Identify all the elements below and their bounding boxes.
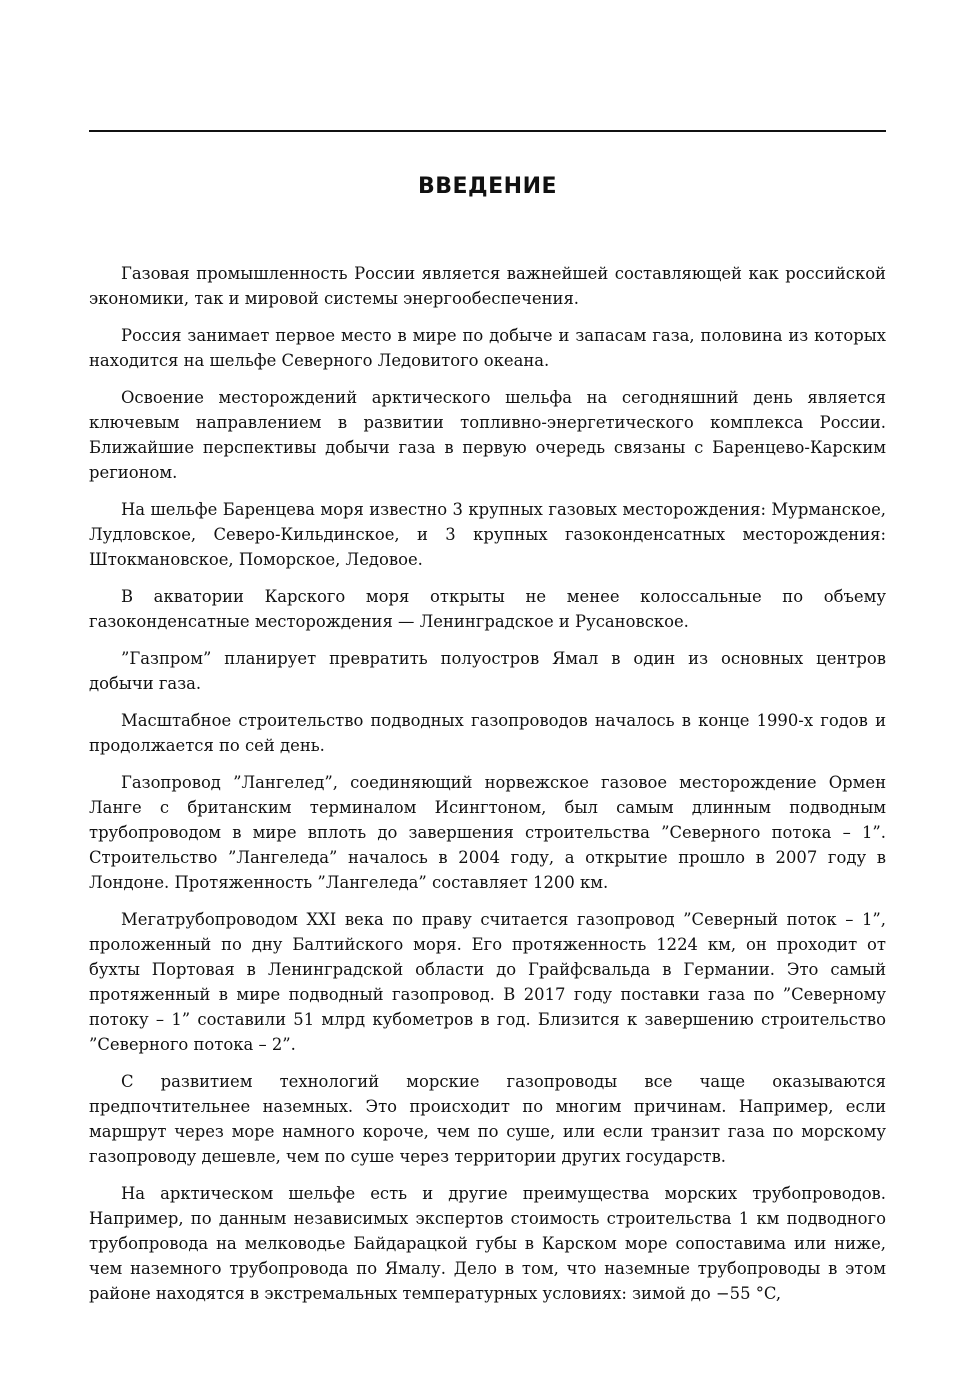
chapter-title: ВВЕДЕНИЕ (417, 174, 558, 199)
body-text (89, 261, 886, 1318)
paragraph: В акватории Карского моря открыты не менее колоссальные по объему газоконденсатные месторождения — Ленинградское и Русановское. (89, 587, 886, 631)
paragraph: Масштабное строительство подводных газопроводов началось в конце 1990-х годов и продолжается по сей день. (89, 711, 886, 755)
header-rule (89, 130, 886, 132)
paragraph: Газопровод ”Лангелед”, соединяющий норвежское газовое месторождение Ормен Ланге с британским терминалом Исингтоном, был самым длинным подводным трубопроводом в мире вплоть до завершения строительства ”Северного потока – 1”. Строительство ”Лангеледа” началось в 2004 году, а открытие прошло в 2007 году в Лондоне. Протяженность ”Лангеледа” составляет 1200 км. (89, 773, 886, 892)
paragraph: ”Газпром” планирует превратить полуостров Ямал в один из основных центров добычи газа. (89, 649, 886, 693)
paragraph: На шельфе Баренцева моря известно 3 крупных газовых месторождения: Мурманское, Лудловское, Северо-Кильдинское, и 3 крупных газоконденсатных месторождения: Штокмановское, Поморское, Ледовое. (89, 500, 886, 569)
paragraph: На арктическом шельфе есть и другие преимущества морских трубопроводов. Например, по данным независимых экспертов стоимость строительства 1 км подводного трубопровода на мелководье Байдарацкой губы в Карском море сопоставима или ниже, чем наземного трубопровода по Ямалу. Дело в том, что наземные трубопроводы в этом районе находятся в экстремальных температурных условиях: зимой до −55 °C, (89, 1184, 886, 1303)
paragraph: Россия занимает первое место в мире по добыче и запасам газа, половина из которых находится на шельфе Северного Ледовитого океана. (89, 326, 886, 370)
paragraph: Газовая промышленность России является важнейшей составляющей как российской экономики, так и мировой системы энергообеспечения. (89, 264, 886, 308)
paragraph: Мегатрубопроводом XXI века по праву считается газопровод ”Северный поток – 1”, проложенный по дну Балтийского моря. Его протяженность 1224 км, он проходит от бухты Портовая в Ленинградской области до Грайфсвальда в Германии. Это самый протяженный в мире подводный газопровод. В 2017 году поставки газа по ”Северному потоку – 1” составили 51 млрд кубометров в год. Близится к завершению строительство ”Северного потока – 2”. (89, 910, 886, 1054)
paragraph: Освоение месторождений арктического шельфа на сегодняшний день является ключевым направлением в развитии топливно-энергетического комплекса России. Ближайшие перспективы добычи газа в первую очередь связаны с Баренцево-Карским регионом. (89, 388, 886, 482)
paragraph: С развитием технологий морские газопроводы все чаще оказываются предпочтительнее наземных. Это происходит по многим причинам. Например, если маршрут через море намного короче, чем по суше, или если транзит газа по морскому газопроводу дешевле, чем по суше через территории других государств. (89, 1072, 886, 1166)
